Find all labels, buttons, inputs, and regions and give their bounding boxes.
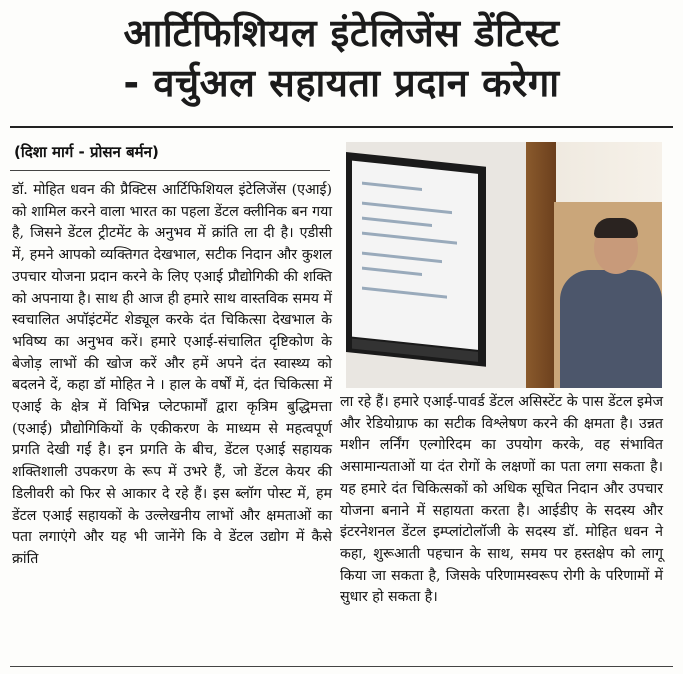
headline <box>0 8 683 108</box>
bottom-divider <box>10 666 673 667</box>
headline-line-1: आर्टिफिशियल इंटेलिजेंस डेंटिस्ट <box>123 11 560 55</box>
byline-divider <box>10 170 330 171</box>
headline-line-2: - वर्चुअल सहायता प्रदान करेगा <box>123 61 560 105</box>
monitor-image <box>346 152 486 367</box>
photo-door <box>526 142 556 388</box>
article-column-2: ला रहे हैं। हमारे एआई-पावर्ड डेंटल असिस्टेंट के पास डेंटल इमेज और रेडियोग्राफ का सटीक विश्लेषण करने की क्षमता है। उन्नत मशीन लर्निंग एल्गोरिदम का उपयोग करके, वह संभावित असामान्यताओं या दंत रोगों के लक्षणों का पता लगा सकता है। यह हमारे दंत चिकित्सकों को अधिक सूचित निदान और उपचार योजना बनाने में सहायता करता है। आईडीए के सदस्य और इंटरनेशनल डेंटल इम्प्लांटोलॉजी के सदस्य डॉ. मोहित धवन ने कहा, शुरूआती पहचान के साथ, समय पर हस्तक्षेप को लागू किया जा सकता है, जिसके परिणामस्वरूप रोगी के परिणामों में सुधार हो सकता है। <box>340 394 663 606</box>
dentist-hair <box>594 218 638 238</box>
byline: (दिशा मार्ग - प्रोसन बर्मन) <box>14 143 159 161</box>
headline-divider <box>10 126 673 128</box>
article-photo <box>346 142 662 388</box>
monitor-screen <box>352 161 478 350</box>
dentist-figure <box>560 270 662 388</box>
article-column-1: डॉ. मोहित धवन की प्रैक्टिस आर्टिफिशियल इंटेलिजेंस (एआई) को शामिल करने वाला भारत का पहला डेंटल क्लीनिक बन गया है, जिसने डेंटल ट्रीटमेंट के अनुभव में क्रांति ला दी है। एडीसी में, हमने आपको व्यक्तिगत देखभाल, सटीक निदान और कुशल उपचार योजना प्रदान करने के लिए एआई प्रौद्योगिकी की शक्ति को अपनाया है। साथ ही आज ही हमारे साथ वास्तविक समय में स्वचालित अपॉइंटमेंट शेड्यूल करके दंत चिकित्सा देखभाल के भविष्य का अनुभव करें। हमारे एआई-संचालित दृष्टिकोण के बेजोड़ लाभों की खोज करें और हमें अपने दंत स्वास्थ्य को बदलने दें, कहा डॉ मोहित ने । हाल के वर्षों में, दंत चिकित्सा में एआई के क्षेत्र में विभिन्न प्लेटफार्मों द्वारा कृत्रिम बुद्धिमत्ता (एआई) प्रौद्योगिकियों के एकीकरण के माध्यम से महत्वपूर्ण प्रगति देखी गई है। इन प्रगति के बीच, डेंटल एआई सहायक शक्तिशाली उपकरण के रूप में उभरे हैं, जो डेंटल केयर की डिलीवरी को फिर से आकार दे रहे हैं। इस ब्लॉग पोस्ट में, हम डेंटल एआई सहायकों के उल्लेखनीय लाभों और क्षमताओं का पता लगाएंगे और यह भी जानेंगे कि वे डेंटल उद्योग में कैसे क्रांति <box>12 182 332 567</box>
